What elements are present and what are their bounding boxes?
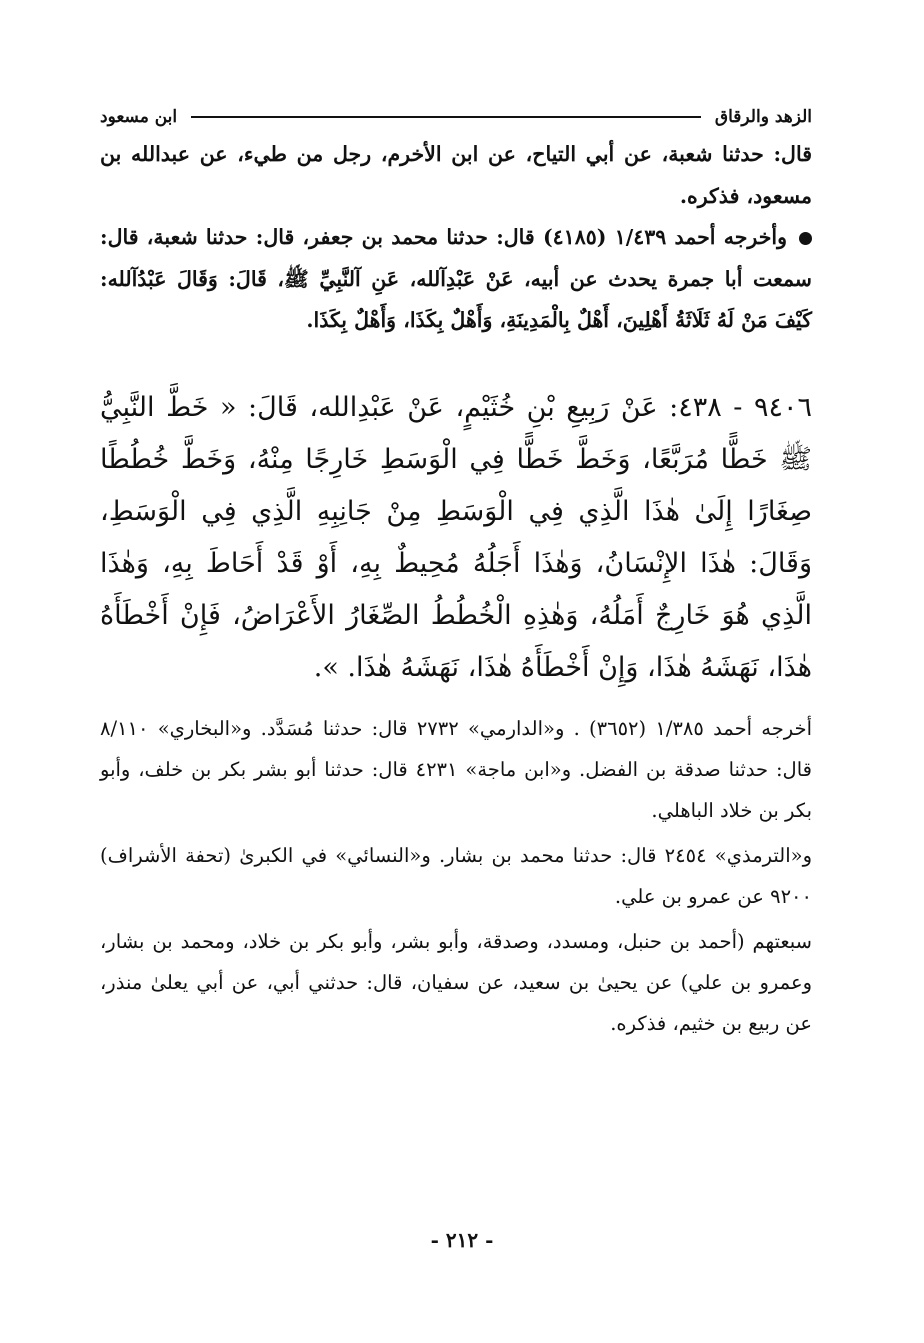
intro-paragraph-2-text: وأخرجه أحمد ١/٤٣٩ (٤١٨٥) قال: حدثنا محمد بن جعفر، قال: حدثنا شعبة، قال: سمعت أبا جمرة يحدث عن أبيه، عَنْ عَبْدِآلله، عَنِ آلنَّبِيِّ ﷺ، قَالَ: وَقَالَ عَبْدُآلله: كَيْفَ مَنْ لَهُ ثَلَاثَةُ أَهْلِينَ، أَهْلٌ بِالْمَدِينَةِ، وَأَهْلٌ بِكَذَا، وَأَهْلٌ بِكَذَا.: [100, 225, 812, 332]
sources-block: [100, 708, 812, 1044]
section-title: ابن مسعود: [100, 107, 178, 127]
hadith-text: ٩٤٠٦ - ٤٣٨: عَنْ رَبِيعِ بْنِ خُثَيْمٍ، عَنْ عَبْدِالله، قَالَ: « خَطَّ النَّبِيُّ ﷺ خَطًّا مُرَبَّعًا، وَخَطَّ خَطًّا فِي الْوَسَطِ خَارِجًا مِنْهُ، وَخَطَّ خُطُطًا صِغَارًا إِلَىٰ هٰذَا الَّذِي فِي الْوَسَطِ مِنْ جَانِبِهِ الَّذِي فِي الْوَسَطِ، وَقَالَ: هٰذَا الإِنْسَانُ، وَهٰذَا أَجَلُهُ مُحِيطٌ بِهِ، أَوْ قَدْ أَحَاطَ بِهِ، وَهٰذَا الَّذِي هُوَ خَارِجٌ أَمَلُهُ، وَهٰذِهِ الْخُطُطُ الصِّغَارُ الأَعْرَاضُ، فَإِنْ أَخْطَأَهُ هٰذَا، نَهَشَهُ هٰذَا، وَإِنْ أَخْطَأَهُ هٰذَا، نَهَشَهُ هٰذَا. ».: [100, 391, 812, 683]
hadith-block: [100, 382, 812, 694]
bullet-icon: [799, 232, 812, 245]
running-header: [100, 100, 812, 134]
document-page: [100, 100, 812, 1044]
header-rule: [191, 116, 701, 118]
intro-paragraph-1: قال: حدثنا شعبة، عن أبي التياح، عن ابن الأخرم، رجل من طيء، عن عبدالله بن مسعود، فذكره.: [100, 142, 812, 208]
page-number: - ٢١٢ -: [430, 1228, 494, 1252]
source-paragraph-3: سبعتهم (أحمد بن حنبل، ومسدد، وصدقة، وأبو بشر، وأبو بكر بن خلاد، ومحمد بن بشار، وعمرو بن علي) عن يحيىٰ بن سعيد، عن سفيان، قال: حدثني أبي، عن أبي يعلىٰ منذر، عن ربيع بن خثيم، فذكره.: [100, 929, 812, 1035]
intro-paragraph-2: [100, 217, 812, 342]
source-paragraph-1: أخرجه أحمد ١/٣٨٥ (٣٦٥٢) . و«الدارمي» ٢٧٣٢ قال: حدثنا مُسَدَّد. و«البخاري» ٨/١١٠ قال: حدثنا صدقة بن الفضل. و«ابن ماجة» ٤٢٣١ قال: حدثنا أبو بشر بكر بن خلف، وأبو بكر بن خلاد الباهلي.: [100, 716, 813, 822]
book-title: الزهد والرقاق: [714, 107, 812, 127]
source-paragraph-2: و«الترمذي» ٢٤٥٤ قال: حدثنا محمد بن بشار. و«النسائي» في الكبرىٰ (تحفة الأشراف) ٩٢٠٠ عن عمرو بن علي.: [100, 843, 812, 908]
